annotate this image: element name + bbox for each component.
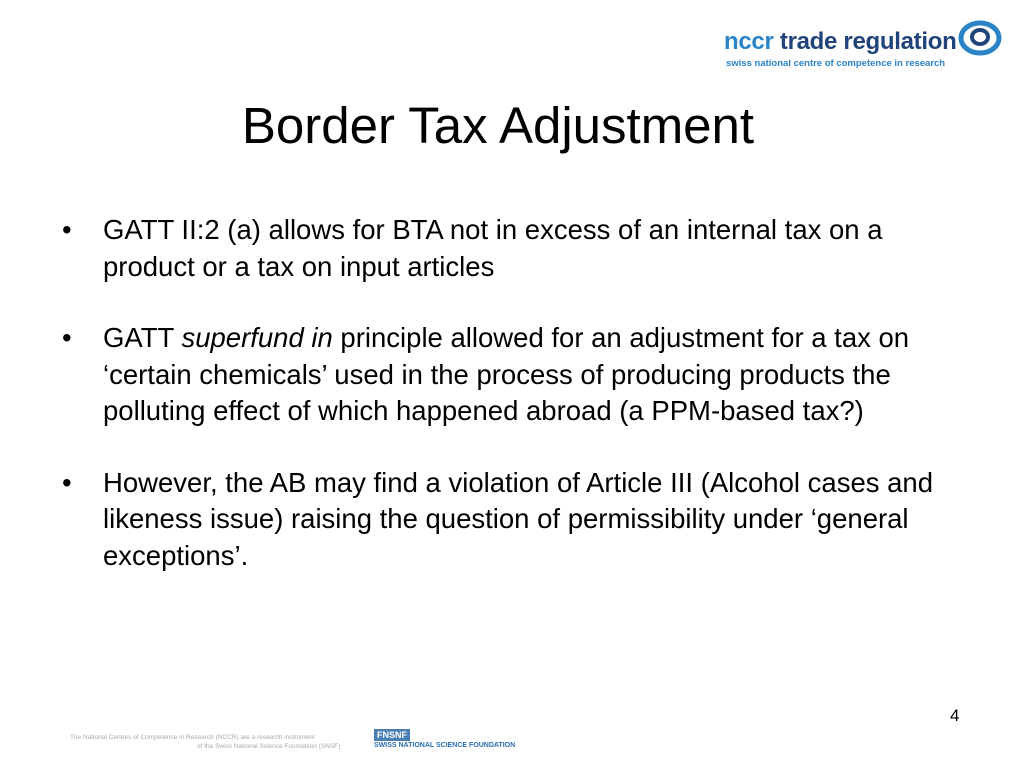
snsf-badge: FNSNF xyxy=(374,729,410,741)
page-number: 4 xyxy=(950,706,960,725)
eye-icon xyxy=(958,18,1002,58)
bullet-text: GATT II:2 (a) allows for BTA not in excess of an internal tax on a product or a tax on input articles xyxy=(103,214,883,282)
logo-wordmark xyxy=(724,30,956,54)
bullet-emphasis: superfund in xyxy=(181,322,333,353)
bullet-list xyxy=(62,212,962,609)
bullet-text: However, the AB may find a violation of Article III (Alcohol cases and likeness issue) raising the question of permissibility under ‘general exceptions’. xyxy=(103,466,934,571)
bullet-marker: • xyxy=(62,214,72,245)
nccr-footer-note xyxy=(70,733,370,751)
slide-title: Border Tax Adjustment xyxy=(241,97,755,154)
logo-trade-regulation-text: trade regulation xyxy=(779,28,957,55)
snsf-logo xyxy=(374,729,516,751)
snsf-name: SWISS NATIONAL SCIENCE FOUNDATION xyxy=(374,742,516,749)
bullet-marker: • xyxy=(62,322,72,353)
bullet-text: GATT xyxy=(103,322,182,353)
nccr-trade-regulation-logo xyxy=(716,18,1006,70)
bullet-item xyxy=(62,212,962,285)
bullet-item xyxy=(62,465,962,575)
bullet-item xyxy=(62,320,962,430)
footer-note-line: of the Swiss National Science Foundation (SNSF) xyxy=(197,743,341,750)
logo-subtitle: swiss national centre of competence in research xyxy=(726,58,946,69)
logo-nccr-text: nccr xyxy=(724,28,774,55)
footer-note-line: The National Centres of Competence in Research (NCCR) are a research instrument xyxy=(70,734,315,741)
bullet-marker: • xyxy=(62,466,72,498)
bullet-text-continued: principle allowed for an adjustment for a tax on ‘certain chemicals’ used in the process of producing products the polluting effect of which happened abroad (a PPM-based tax?) xyxy=(103,322,910,426)
